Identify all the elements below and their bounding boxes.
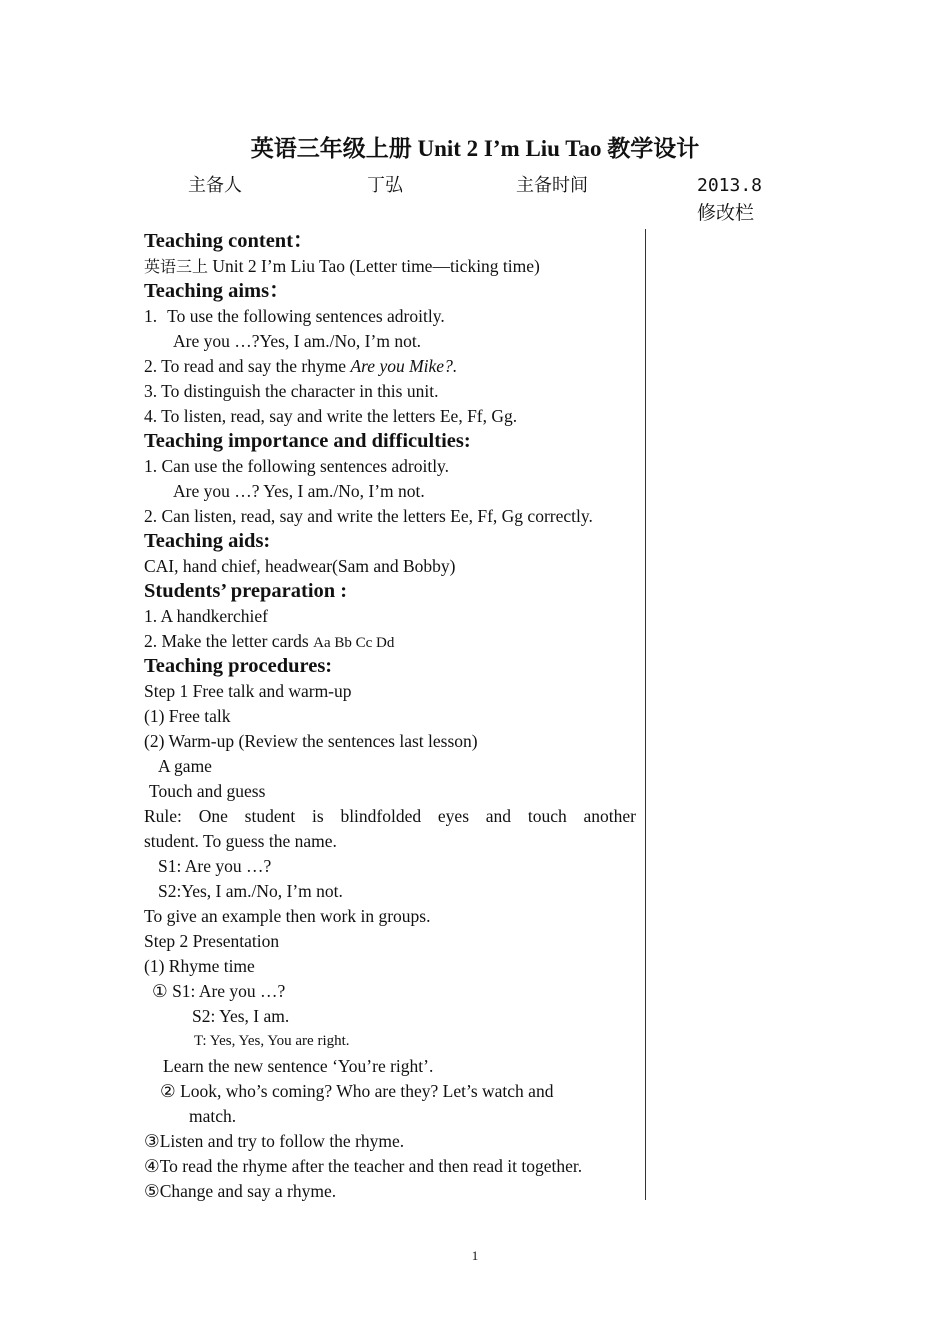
teaching-content-line — [144, 254, 636, 279]
aim-2-rhyme-title: Are you Mike?. — [350, 356, 458, 376]
document-title: 英语三年级上册 Unit 2 I’m Liu Tao 教学设计 — [250, 136, 700, 161]
rule-line-2: student. To guess the name. — [144, 831, 337, 851]
rhyme-item-2-continued: match. — [189, 1106, 237, 1126]
prep-date: 2013.8 — [697, 175, 763, 196]
step-1: Step 1 Free talk and warm-up — [144, 681, 352, 701]
preparation-2-text: 2. Make the letter cards — [144, 631, 314, 651]
aim-1-example: Are you …?Yes, I am./No, I’m not. — [173, 331, 422, 351]
importance-heading: Teaching importance and difficulties: — [144, 430, 471, 452]
step-2: Step 2 Presentation — [144, 931, 280, 951]
aim-2-text: 2. To read and say the rhyme — [144, 356, 351, 376]
aim-2 — [144, 354, 636, 379]
aim-1 — [144, 304, 636, 329]
importance-1-example: Are you …? Yes, I am./No, I’m not. — [173, 481, 425, 501]
revision-column-label: 修改栏 — [697, 202, 755, 224]
rhyme-time: (1) Rhyme time — [144, 956, 255, 976]
aim-4: 4. To listen, read, say and write the letters Ee, Ff, Gg. — [144, 406, 518, 426]
preparer-label: 主备人 — [188, 175, 242, 196]
importance-1: 1. Can use the following sentences adroitly. — [144, 456, 450, 476]
lesson-plan-body — [144, 229, 636, 1204]
dialogue-s2: S2:Yes, I am./No, I’m not. — [158, 881, 343, 901]
rhyme-item-2: ② Look, who’s coming? Who are they? Let’s watch and — [160, 1081, 554, 1101]
aim-1-text: To use the following sentences adroitly. — [167, 306, 445, 326]
teaching-content-text: Unit 2 I’m Liu Tao (Letter time—ticking time) — [208, 256, 540, 276]
teaching-content-prefix: 英语三上 — [144, 257, 209, 276]
teaching-content-heading: Teaching content： — [144, 230, 314, 252]
preparation-2 — [144, 629, 636, 654]
preparation-1: 1. A handkerchief — [144, 606, 268, 626]
letter-cards: Aa Bb Cc Dd — [313, 635, 395, 651]
teaching-aids: CAI, hand chief, headwear(Sam and Bobby) — [144, 556, 456, 576]
rhyme-item-3: ③Listen and try to follow the rhyme. — [144, 1131, 405, 1151]
touch-and-guess: Touch and guess — [149, 781, 266, 801]
page-number: 1 — [471, 1248, 479, 1263]
rhyme-item-1: ① S1: Are you …? — [152, 981, 286, 1001]
teaching-aims-heading: Teaching aims： — [144, 280, 290, 302]
teaching-procedures-heading: Teaching procedures: — [144, 655, 333, 677]
rhyme-item-4: ④To read the rhyme after the teacher and then read it together. — [144, 1156, 583, 1176]
importance-2: 2. Can listen, read, say and write the letters Ee, Ff, Gg correctly. — [144, 506, 593, 526]
students-preparation-heading: Students’ preparation : — [144, 580, 348, 602]
preparer-name: 丁弘 — [367, 175, 403, 196]
rhyme-item-1-s2: S2: Yes, I am. — [192, 1006, 290, 1026]
rhyme-item-1-teacher: T: Yes, Yes, You are right. — [194, 1033, 350, 1049]
time-label: 主备时间 — [516, 175, 588, 196]
aim-1-number: 1. — [144, 306, 158, 326]
step-1-free-talk: (1) Free talk — [144, 706, 231, 726]
rule-line-1: Rule: One student is blindfolded eyes and touch another — [144, 806, 636, 826]
revision-column-divider — [645, 229, 646, 1200]
group-work: To give an example then work in groups. — [144, 906, 431, 926]
step-1-warm-up: (2) Warm-up (Review the sentences last lesson) — [144, 731, 478, 751]
rhyme-item-5: ⑤Change and say a rhyme. — [144, 1181, 337, 1201]
aim-3: 3. To distinguish the character in this unit. — [144, 381, 439, 401]
dialogue-s1: S1: Are you …? — [158, 856, 272, 876]
teaching-aids-heading: Teaching aids: — [144, 530, 271, 552]
a-game: A game — [158, 756, 212, 776]
learn-new-sentence: Learn the new sentence ‘You’re right’. — [163, 1056, 434, 1076]
